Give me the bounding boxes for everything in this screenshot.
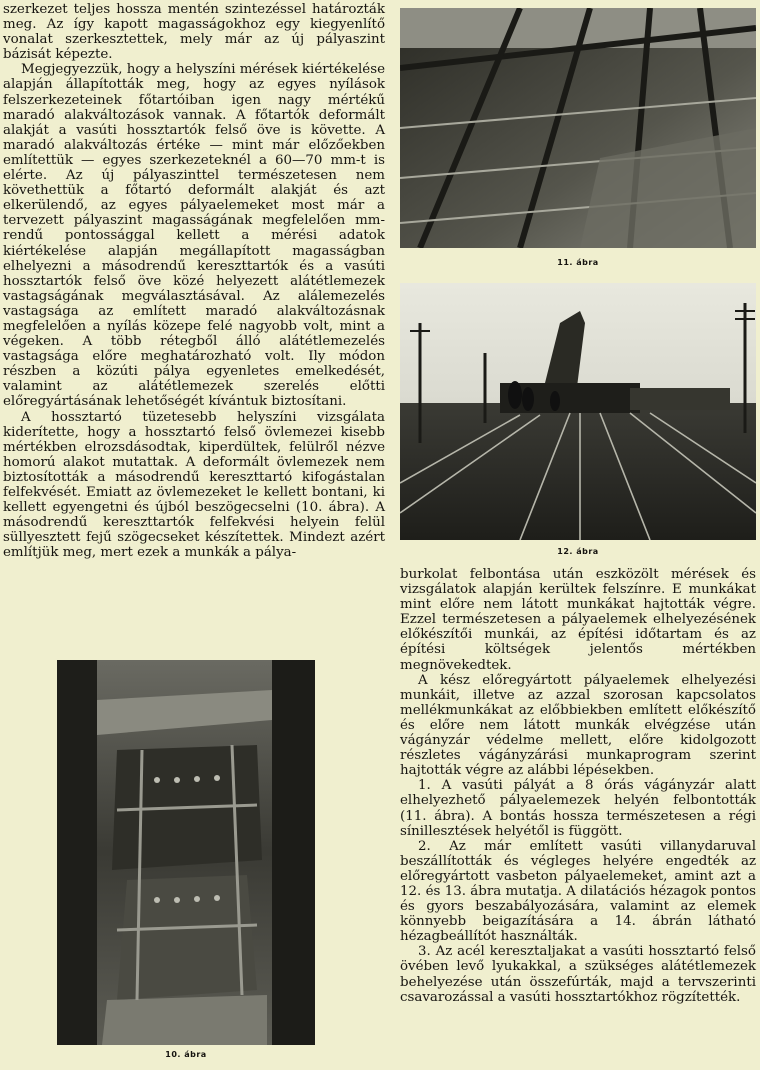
figure-11-photo — [400, 8, 756, 248]
paragraph: 3. Az acél keresztaljakat a vasúti hossztartó felső övében levő lyukakkal, a szükséges alátétlemezek behelyezése után összefúrták, majd a tervszerinti csavarozással a vasúti hossztartókhoz rögzítették. — [400, 944, 756, 1005]
paragraph: szerkezet teljes hossza mentén szintezéssel határozták meg. Az így kapott magasságokhoz egy kiegyenlítő vonalat szerkesztettek, mely már az új pályaszint bázisát képezte. — [3, 2, 385, 63]
paragraph: Megjegyezzük, hogy a helyszíni mérések kiértékelése alapján állapították meg, hogy az egyes nyílások felszerkezeteinek főtartóiban igen nagy mértékű maradó alakváltozások vannak. A főtartók deformált alakját a vasúti hossztartók felső öve is követte. A maradó alakváltozás értéke — mint már előzőekben említettük — egyes szerkezeteknél a 60—70 mm-t is elérte. Az új pályaszinttel természetesen nem követhettük a főtartó deformált alakját és azt elkerülendő, az egyes pályaelemeket most már a tervezett pályaszint magasságának megfelelően mm-rendű pontossággal kellett a mérési adatok kiértékelése alapján megállapított magasságban elhelyezni a másodrendű kereszttartók és a vasúti hossztartók felső öve közé helyezett alátétlemezek vastagságának megválasztásával. Az alálemezelés vastagsága az említett maradó alakváltozásnak megfelelően a nyílás közepe felé nagyobb volt, mint a végeken. A több rétegből álló alátétlemezelés vastagsága előre meghatározható volt. Ily módon részben a közúti pálya egyenletes emelkedését, valamint az alátétlemezek szerelés előtti előregyártásának lehetőségét kívántuk biztosítani. — [3, 62, 385, 410]
paragraph: 1. A vasúti pályát a 8 órás vágányzár alatt elhelyezhető pályaelemezek helyén felbontották (11. ábra). A bontás hossza természetesen a régi sínillesztések helyétől is függött. — [400, 778, 756, 839]
figure-11-caption: 11. ábra — [557, 258, 599, 267]
right-text-column — [400, 567, 756, 1005]
paragraph: 2. Az már említett vasúti villanydaruval beszállították és végleges helyére engedték az előregyártott vasbeton pályaelemeket, amint azt a 12. és 13. ábra mutatja. A dilatációs hézagok pontos és gyors beszabályozására, valamint az elemek könnyebb beigazítására a 14. ábrán látható hézagbeállítót használták. — [400, 838, 756, 945]
paragraph: burkolat felbontása után eszközölt mérések és vizsgálatok alapján kerültek felszínre. E munkákat mint előre nem látott munkákat hajtották végre. Ezzel természetesen a pályaelemek elhelyezésének előkészítői munkái, az építési időtartam és az építési költségek jelentős mértékben megnövekedtek. — [400, 567, 756, 673]
figure-12-caption: 12. ábra — [557, 547, 599, 556]
paragraph: A hossztartó tüzetesebb helyszíni vizsgálata kiderítette, hogy a hossztartó felső övlemezei kisebb mértékben elrozsdásodtak, kiperdültek, felülről nézve homorú alakot mutattak. A deformált övlemezek nem biztosították a másodrendű kereszttartó kifogástalan felfekvését. Emiatt az övlemezeket le kellett bontani, ki kellett egyengetni és újból beszögecselni (10. ábra). A másodrendű kereszttartók felfekvési helyein felül süllyesztett fejű szögecseket készítettek. Mindezt azért említjük meg, mert ezek a munkák a pálya- — [3, 409, 385, 561]
paragraph: A kész előregyártott pályaelemek elhelyezési munkáit, illetve az azzal szorosan kapcsolatos mellékmunkákat az előbbiekben említett előkészítő és előre nem látott munkák elvégzése után vágányzár védelme mellett, előre kidolgozott részletes vágányzárási munkaprogram szerint hajtották végre az alábbi lépésekben. — [400, 672, 756, 779]
left-text-column — [3, 2, 385, 560]
figure-10-photo — [57, 660, 315, 1045]
figure-12-photo — [400, 283, 756, 540]
figure-10-caption: 10. ábra — [165, 1050, 207, 1059]
